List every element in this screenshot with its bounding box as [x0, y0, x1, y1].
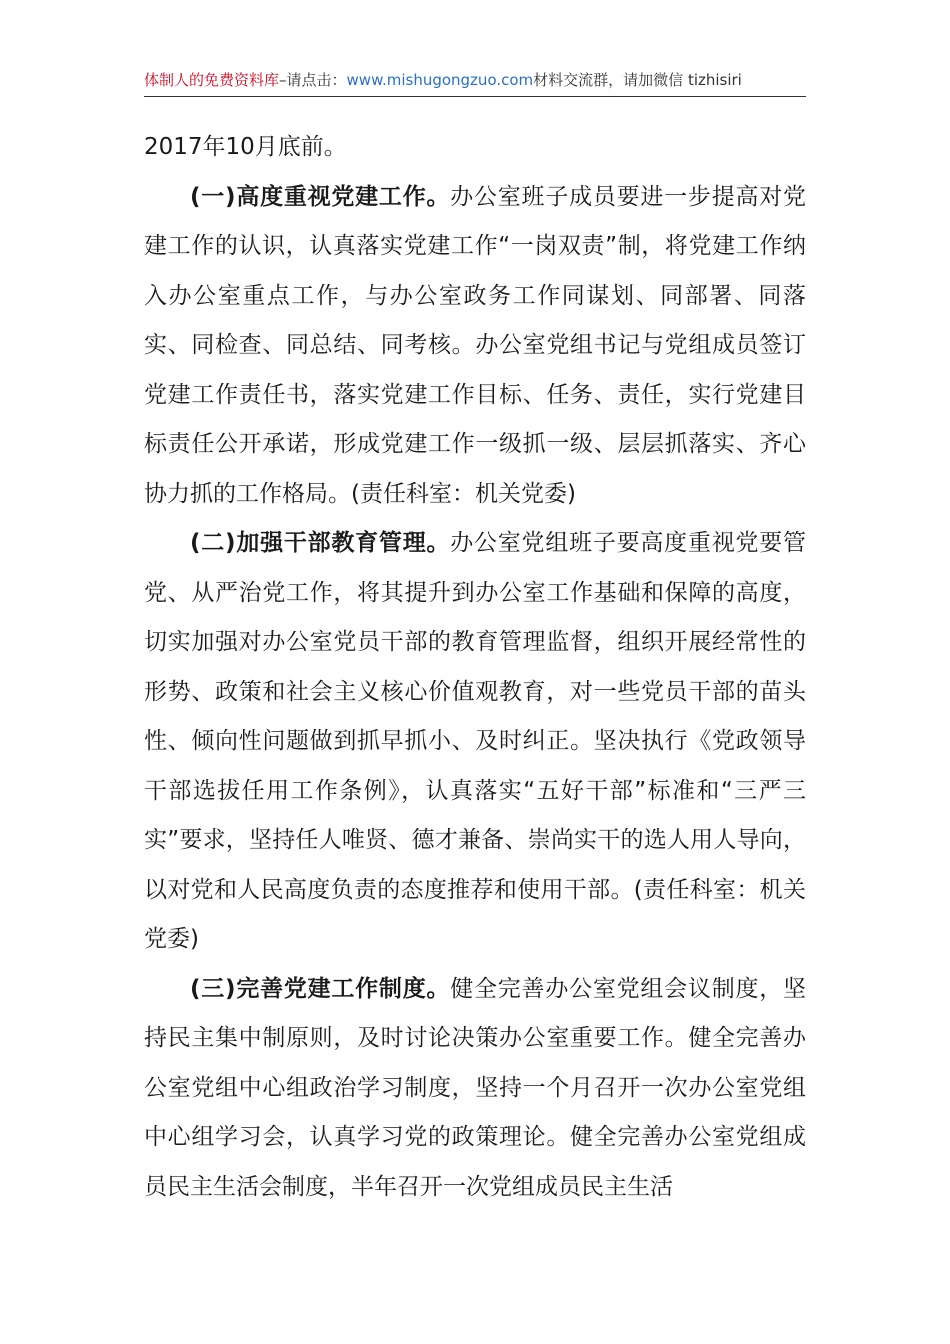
paragraph-2 [144, 519, 806, 965]
paragraph-3-heading: (三)完善党建工作制度。 [190, 975, 451, 1002]
document-body [144, 123, 806, 1212]
paragraph-1-heading: (一)高度重视党建工作。 [190, 183, 451, 210]
paragraph-3-text: 健全完善办公室党组会议制度，坚持民主集中制原则，及时讨论决策办公室重要工作。健全完善办公室党组中心组政治学习制度，坚持一个月召开一次办公室党组中心组学习会，认真学习党的政策理论。健全完善办公室党组成员民主生活会制度，半年召开一次党组成员民主生活 [144, 975, 807, 1200]
paragraph-2-heading: (二)加强干部教育管理。 [190, 530, 451, 556]
header-url-link[interactable]: www.mishugongzuo.com [346, 71, 534, 89]
header-note: 材料交流群，请加微信 tizhisiri [533, 71, 742, 89]
paragraph-3 [144, 965, 806, 1213]
paragraph-2-text: 办公室党组班子要高度重视党要管党、从严治党工作，将其提升到办公室工作基础和保障的高度，切实加强对办公室党员干部的教育管理监督，组织开展经常性的形势、政策和社会主义核心价值观教育，对一些党员干部的苗头性、倾向性问题做到抓早抓小、及时纠正。坚决执行《党政领导干部选拔任用工作条例》，认真落实“五好干部”标准和“三严三实”要求，坚持任人唯贤、德才兼备、崇尚实干的选人用人导向，以对党和人民高度负责的态度推荐和使用干部。(责任科室：机关党委) [144, 530, 807, 952]
paragraph-intro [144, 123, 806, 173]
paragraph-1-text: 办公室班子成员要进一步提高对党建工作的认识，认真落实党建工作“一岗双责”制，将党建工作纳入办公室重点工作，与办公室政务工作同谋划、同部署、同落实、同检查、同总结、同考核。办公室党组书记与党组成员签订党建工作责任书，落实党建工作目标、任务、责任，实行党建目标责任公开承诺，形成党建工作一级抓一级、层层抓落实、齐心协力抓的工作格局。(责任科室：机关党委) [144, 183, 807, 507]
paragraph-1 [144, 173, 806, 520]
intro-line: 2017年10月底前。 [144, 134, 347, 160]
header-prompt: –请点击： [279, 71, 347, 89]
page-header [144, 66, 806, 97]
header-brand: 体制人的免费资料库 [144, 71, 280, 89]
